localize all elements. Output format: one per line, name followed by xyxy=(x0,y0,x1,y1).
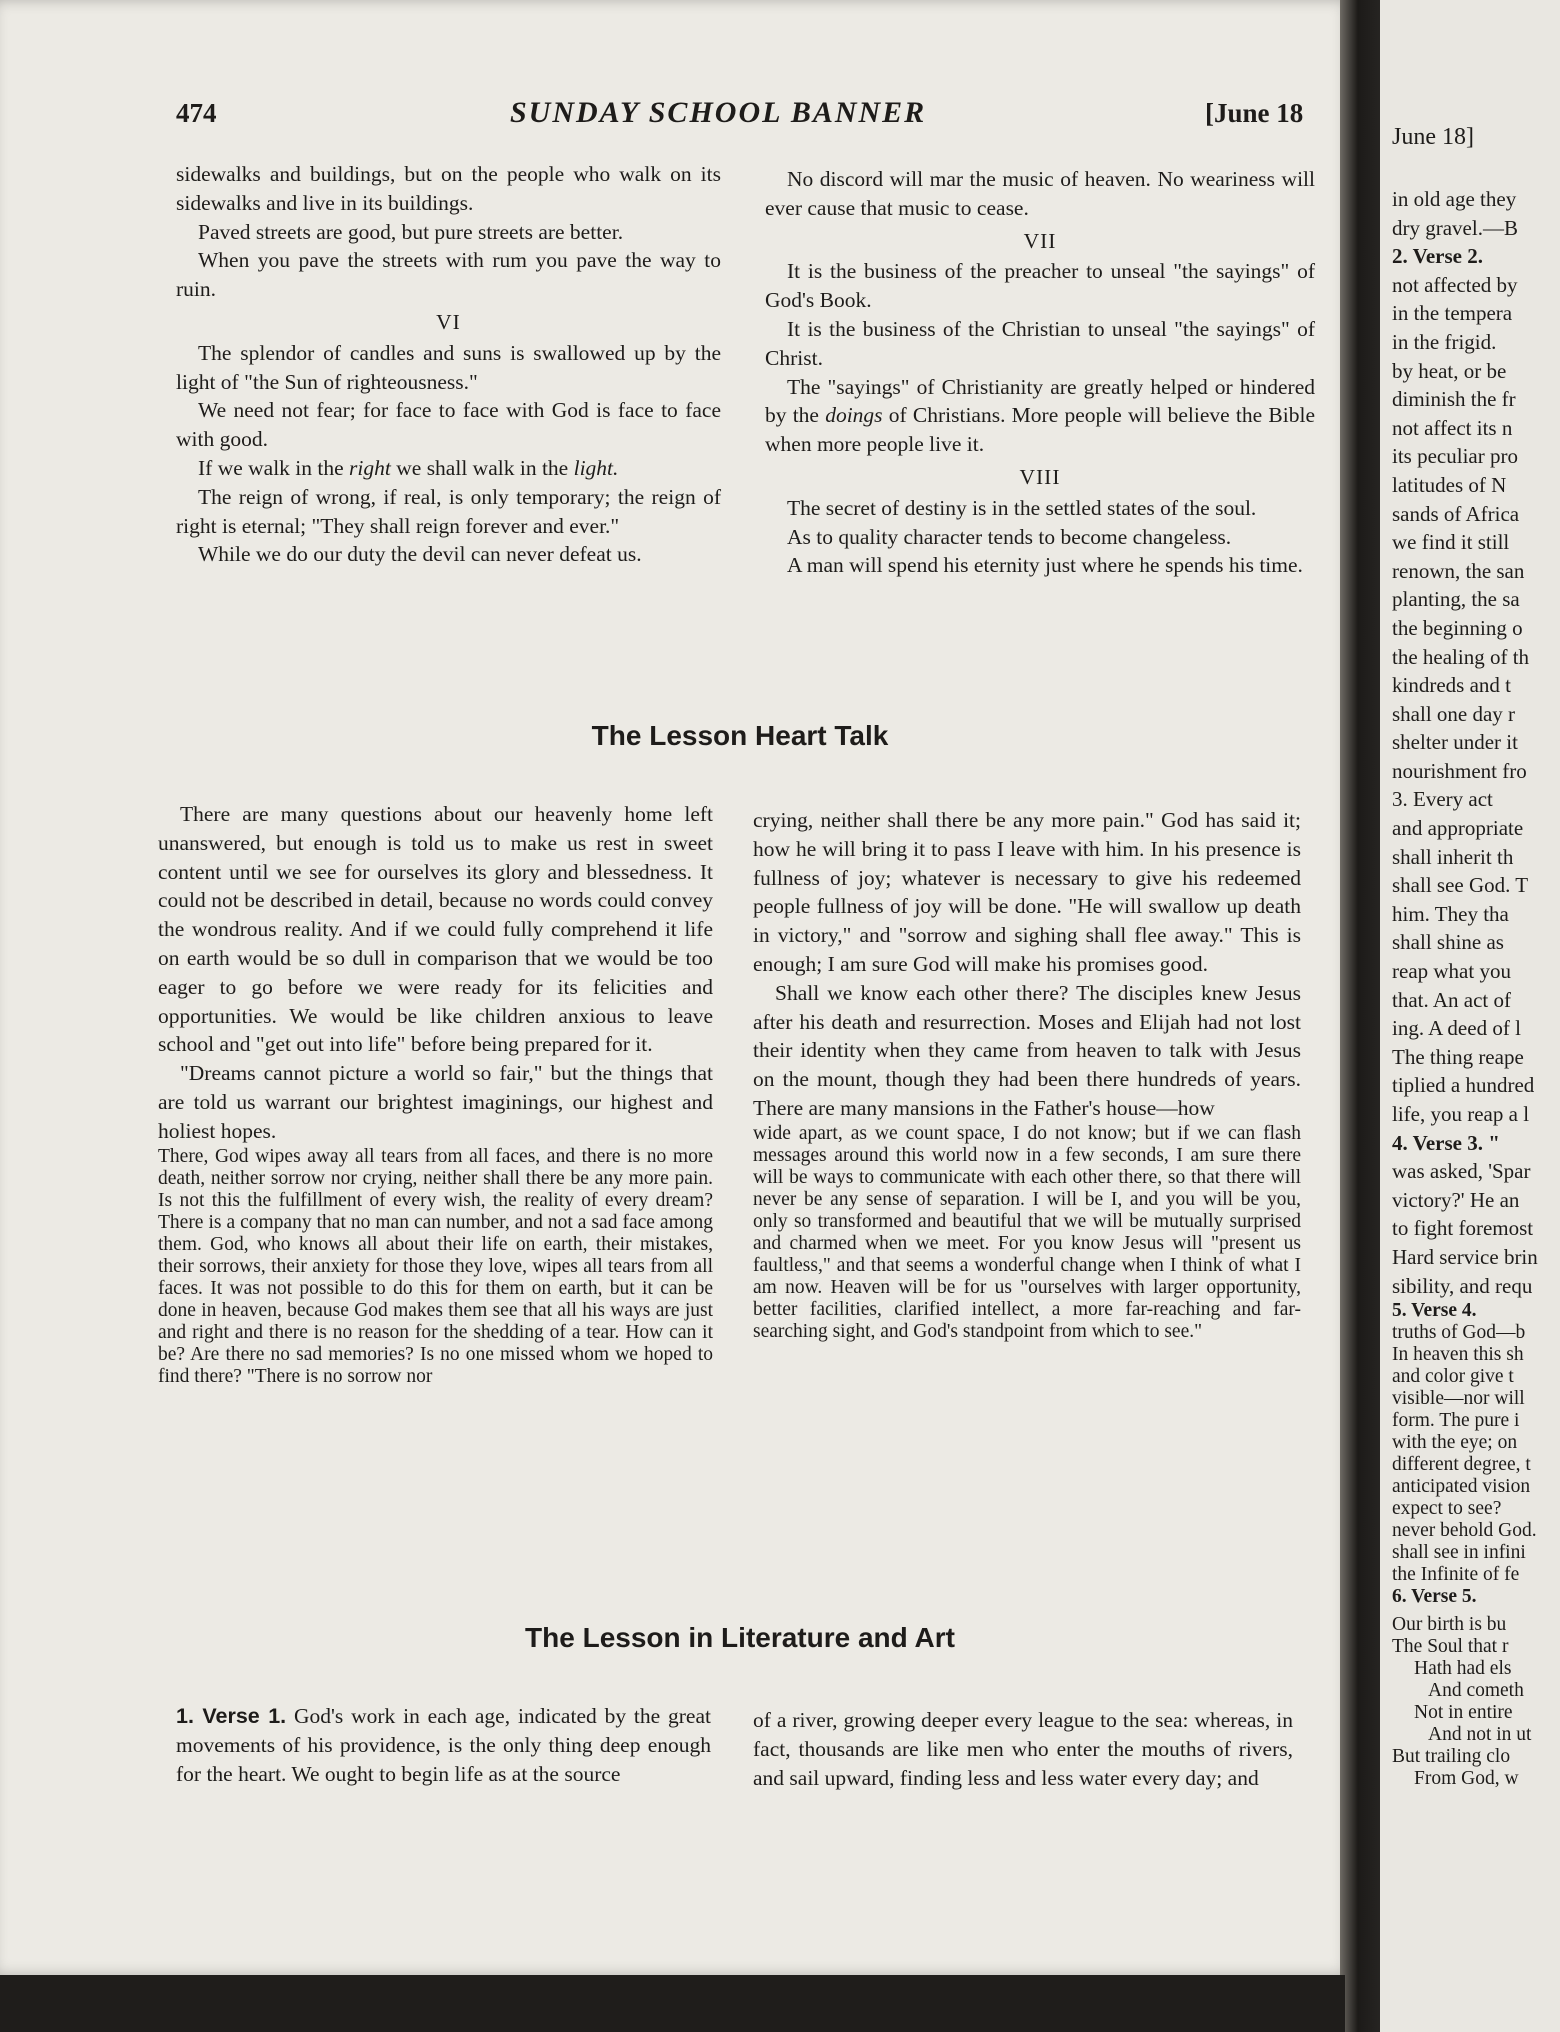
text-line: kindreds and t xyxy=(1392,673,1511,698)
text-line: sands of Africa xyxy=(1392,501,1520,526)
text-line: with the eye; on xyxy=(1392,1432,1518,1454)
text-line: 2. Verse 2. xyxy=(1392,244,1483,269)
text-line: not affected by xyxy=(1392,272,1518,297)
text-line: in the tempera xyxy=(1392,301,1513,326)
heart-talk-left-column xyxy=(158,800,713,1388)
paragraph: As to quality character tends to become changeless. xyxy=(787,524,1232,549)
italic-text: light. xyxy=(573,455,619,480)
text-line: Hard service brin xyxy=(1392,1244,1538,1269)
text-line: him. They tha xyxy=(1392,901,1509,926)
paragraph: The splendor of candles and suns is swallowed up by the light of "the Sun of righteousness." xyxy=(176,340,721,394)
paragraph: We need not fear; for face to face with God is face to face with good. xyxy=(176,398,721,452)
text-line: 5. Verse 4. xyxy=(1392,1300,1477,1322)
text-line: 3. Every act xyxy=(1392,787,1493,812)
text-line: shall one day r xyxy=(1392,701,1516,726)
paragraph: No discord will mar the music of heaven. No weariness will ever cause that music to cease. xyxy=(765,167,1315,220)
right-page-text xyxy=(1392,185,1538,1790)
text-line: ing. A deed of l xyxy=(1392,1016,1521,1041)
literature-right-column xyxy=(753,1706,1293,1792)
section-number: VI xyxy=(436,309,461,334)
paragraph xyxy=(176,454,721,483)
right-page-date: June 18] xyxy=(1392,124,1474,150)
paragraph: "Dreams cannot picture a world so fair," but the things that are told us warrant our brightest imaginings, our highest and holiest hopes. xyxy=(158,1061,713,1143)
top-right-column xyxy=(765,165,1315,580)
text-line: in the frigid. xyxy=(1392,329,1497,354)
paragraph xyxy=(765,373,1315,459)
poem-line: But trailing clo xyxy=(1392,1746,1511,1768)
text-line: the beginning o xyxy=(1392,615,1523,640)
text-run: God's work in each age, indicated by the great movements of his providence, is the only thing deep enough for the heart. We ought to begin life as at the source xyxy=(176,1704,711,1786)
paragraph: It is the business of the Christian to unseal "the sayings" of Christ. xyxy=(765,316,1315,370)
text-line: shall see God. T xyxy=(1392,873,1529,898)
heart-talk-heading: The Lesson Heart Talk xyxy=(591,720,889,751)
paragraph: Paved streets are good, but pure streets are better. xyxy=(198,219,624,244)
text-line: and color give t xyxy=(1392,1366,1514,1388)
paragraph: crying, neither shall there be any more pain." God has said it; how he will bring it to pass I leave with him. In his presence is fullness of joy; whatever is necessary to give his redeemed people fullness of joy will be done. "He will swallow up death in victory," and "sorrow and sighing shall flee away." This is enough; I am sure God will make his promises good. xyxy=(753,808,1301,976)
paragraph: It is the business of the preacher to unseal "the sayings" of God's Book. xyxy=(765,259,1315,313)
text-line: the healing of th xyxy=(1392,644,1530,669)
text-line: we find it still xyxy=(1392,530,1510,555)
poem-line: The Soul that r xyxy=(1392,1636,1509,1658)
text-line: different degree, t xyxy=(1392,1454,1531,1476)
paragraph: of a river, growing deeper every league to the sea: whereas, in fact, thousands are like men who enter the mouths of rivers, and sail upward, finding less and less water every day; and xyxy=(753,1708,1293,1790)
text-line: dry gravel.—B xyxy=(1392,215,1518,240)
text-line: that. An act of xyxy=(1392,987,1511,1012)
top-left-column xyxy=(176,160,721,569)
text-run: of Christians. More people will believe the Bible when more people live it. xyxy=(765,403,1315,457)
book-gutter xyxy=(1340,0,1380,2032)
paragraph: While we do our duty the devil can never defeat us. xyxy=(198,542,642,567)
text-line: The thing reape xyxy=(1392,1044,1524,1069)
paragraph xyxy=(176,1702,711,1788)
text-line: not affect its n xyxy=(1392,415,1513,440)
heart-talk-right-column xyxy=(753,806,1301,1343)
poem-line: Our birth is bu xyxy=(1392,1614,1507,1636)
text-line: the Infinite of fe xyxy=(1392,1564,1520,1586)
text-line: nourishment fro xyxy=(1392,758,1527,783)
running-date: [June 18 xyxy=(1205,98,1304,128)
paragraph: Shall we know each other there? The disciples knew Jesus after his death and resurrection. Moses and Elijah had not lost their identity when they came from heaven to talk with Jesus on the mount, though they had been there hundreds of years. There are many mansions in the Father's house—how xyxy=(753,980,1301,1120)
section-number: VIII xyxy=(1019,464,1061,489)
text-line: renown, the san xyxy=(1392,558,1525,583)
text-line: truths of God—b xyxy=(1392,1322,1526,1344)
text-line: and appropriate xyxy=(1392,816,1524,841)
text-line: by heat, or be xyxy=(1392,358,1507,383)
literature-left-column xyxy=(176,1702,711,1788)
text-line: its peculiar pro xyxy=(1392,444,1518,469)
text-line: reap what you xyxy=(1392,959,1511,984)
text-line: never behold God. xyxy=(1392,1520,1537,1542)
text-run: If we walk in the xyxy=(198,455,350,480)
poem-line: From God, w xyxy=(1414,1768,1519,1790)
text-line: shall inherit th xyxy=(1392,844,1514,869)
text-line: 6. Verse 5. xyxy=(1392,1586,1477,1608)
poem-line: And cometh xyxy=(1428,1680,1524,1702)
text-line: visible—nor will xyxy=(1392,1388,1525,1410)
paragraph: When you pave the streets with rum you pave the way to ruin. xyxy=(176,248,721,302)
paragraph: The reign of wrong, if real, is only temporary; the reign of right is eternal; "They shall reign forever and ever." xyxy=(176,484,721,538)
text-line: in old age they xyxy=(1392,187,1517,211)
text-line: tiplied a hundred xyxy=(1392,1073,1535,1098)
text-line: In heaven this sh xyxy=(1392,1344,1524,1366)
poem-line: Not in entire xyxy=(1414,1702,1513,1724)
poem-line: And not in ut xyxy=(1428,1724,1532,1746)
running-title: SUNDAY SCHOOL BANNER xyxy=(510,96,927,129)
poem-line: Hath had els xyxy=(1414,1658,1512,1680)
page-bottom-shadow xyxy=(0,1975,1345,2032)
italic-text: doings xyxy=(825,403,883,428)
paragraph: The secret of destiny is in the settled states of the soul. xyxy=(787,495,1257,520)
page-number: 474 xyxy=(176,98,217,128)
text-line: shall shine as xyxy=(1392,930,1504,955)
text-line: expect to see? xyxy=(1392,1498,1502,1520)
text-line: sibility, and requ xyxy=(1392,1273,1533,1298)
text-run: we shall walk in the xyxy=(390,455,574,480)
text-line: to fight foremost xyxy=(1392,1216,1534,1241)
literature-heading: The Lesson in Literature and Art xyxy=(525,1622,955,1653)
text-line: latitudes of N xyxy=(1392,472,1507,497)
text-line: shall see in infini xyxy=(1392,1542,1526,1564)
text-line: diminish the fr xyxy=(1392,387,1516,412)
paragraph: There, God wipes away all tears from all faces, and there is no more death, neither sorrow nor crying, neither shall there be any more pain. Is not this the fulfillment of every wish, the reality of every dream? There is a company that no man can number, and not a sad face among them. God, who knows all about their life on earth, their mistakes, their sorrows, their anxiety for those they love, wipes all tears from all faces. It was not possible to do this for them on earth, but it can be done in heaven, because God makes them see that all his ways are just and right and there is no reason for the shedding of a tear. How can it be? Are there no sad memories? Is no one missed whom we hoped to find there? "There is no sorrow nor xyxy=(158,1145,713,1387)
paragraph: There are many questions about our heavenly home left unanswered, but enough is told us to make us rest in sweet content until we see for ourselves its glory and blessedness. It could not be described in detail, because no words could convey the wondrous reality. And if we could fully comprehend it life on earth would be so dull in comparison that we would be too eager to go before we were ready for its felicities and opportunities. We would be like children anxious to leave school and "get out into life" before being prepared for it. xyxy=(158,802,713,1057)
section-number: VII xyxy=(1023,228,1057,253)
paragraph: sidewalks and buildings, but on the people who walk on its sidewalks and live in its buildings. xyxy=(176,162,721,215)
text-line: form. The pure i xyxy=(1392,1410,1520,1432)
text-line: life, you reap a l xyxy=(1392,1102,1530,1126)
text-line: victory?' He an xyxy=(1392,1187,1520,1212)
text-line: was asked, 'Spar xyxy=(1392,1159,1531,1184)
paragraph: A man will spend his eternity just where he spends his time. xyxy=(787,553,1303,578)
text-line: shelter under it xyxy=(1392,730,1518,755)
text-line: planting, the sa xyxy=(1392,587,1520,612)
italic-text: right xyxy=(349,455,391,480)
paragraph: wide apart, as we count space, I do not know; but if we can flash messages around this world now in a few seconds, I am sure there will be ways to communicate with each other there, so that there will never be any sense of separation. I will be I, and you will be you, only so transformed and beautiful that we will be mutually surprised and charmed when we meet. For you know Jesus will "present us faultless," and that seems a wonderful change when I think of what I am now. Heaven will be for us "ourselves with larger opportunity, better facilities, clarified intellect, a more far-reaching and far-searching sight, and God's standpoint from which to see." xyxy=(753,1122,1301,1342)
text-run: The "sayings" of Christianity are greatly helped or hindered by the xyxy=(765,374,1315,428)
text-line: anticipated vision xyxy=(1392,1476,1531,1498)
text-line: 4. Verse 3. " xyxy=(1392,1130,1500,1155)
verse-label: 1. Verse 1. xyxy=(176,1704,287,1728)
